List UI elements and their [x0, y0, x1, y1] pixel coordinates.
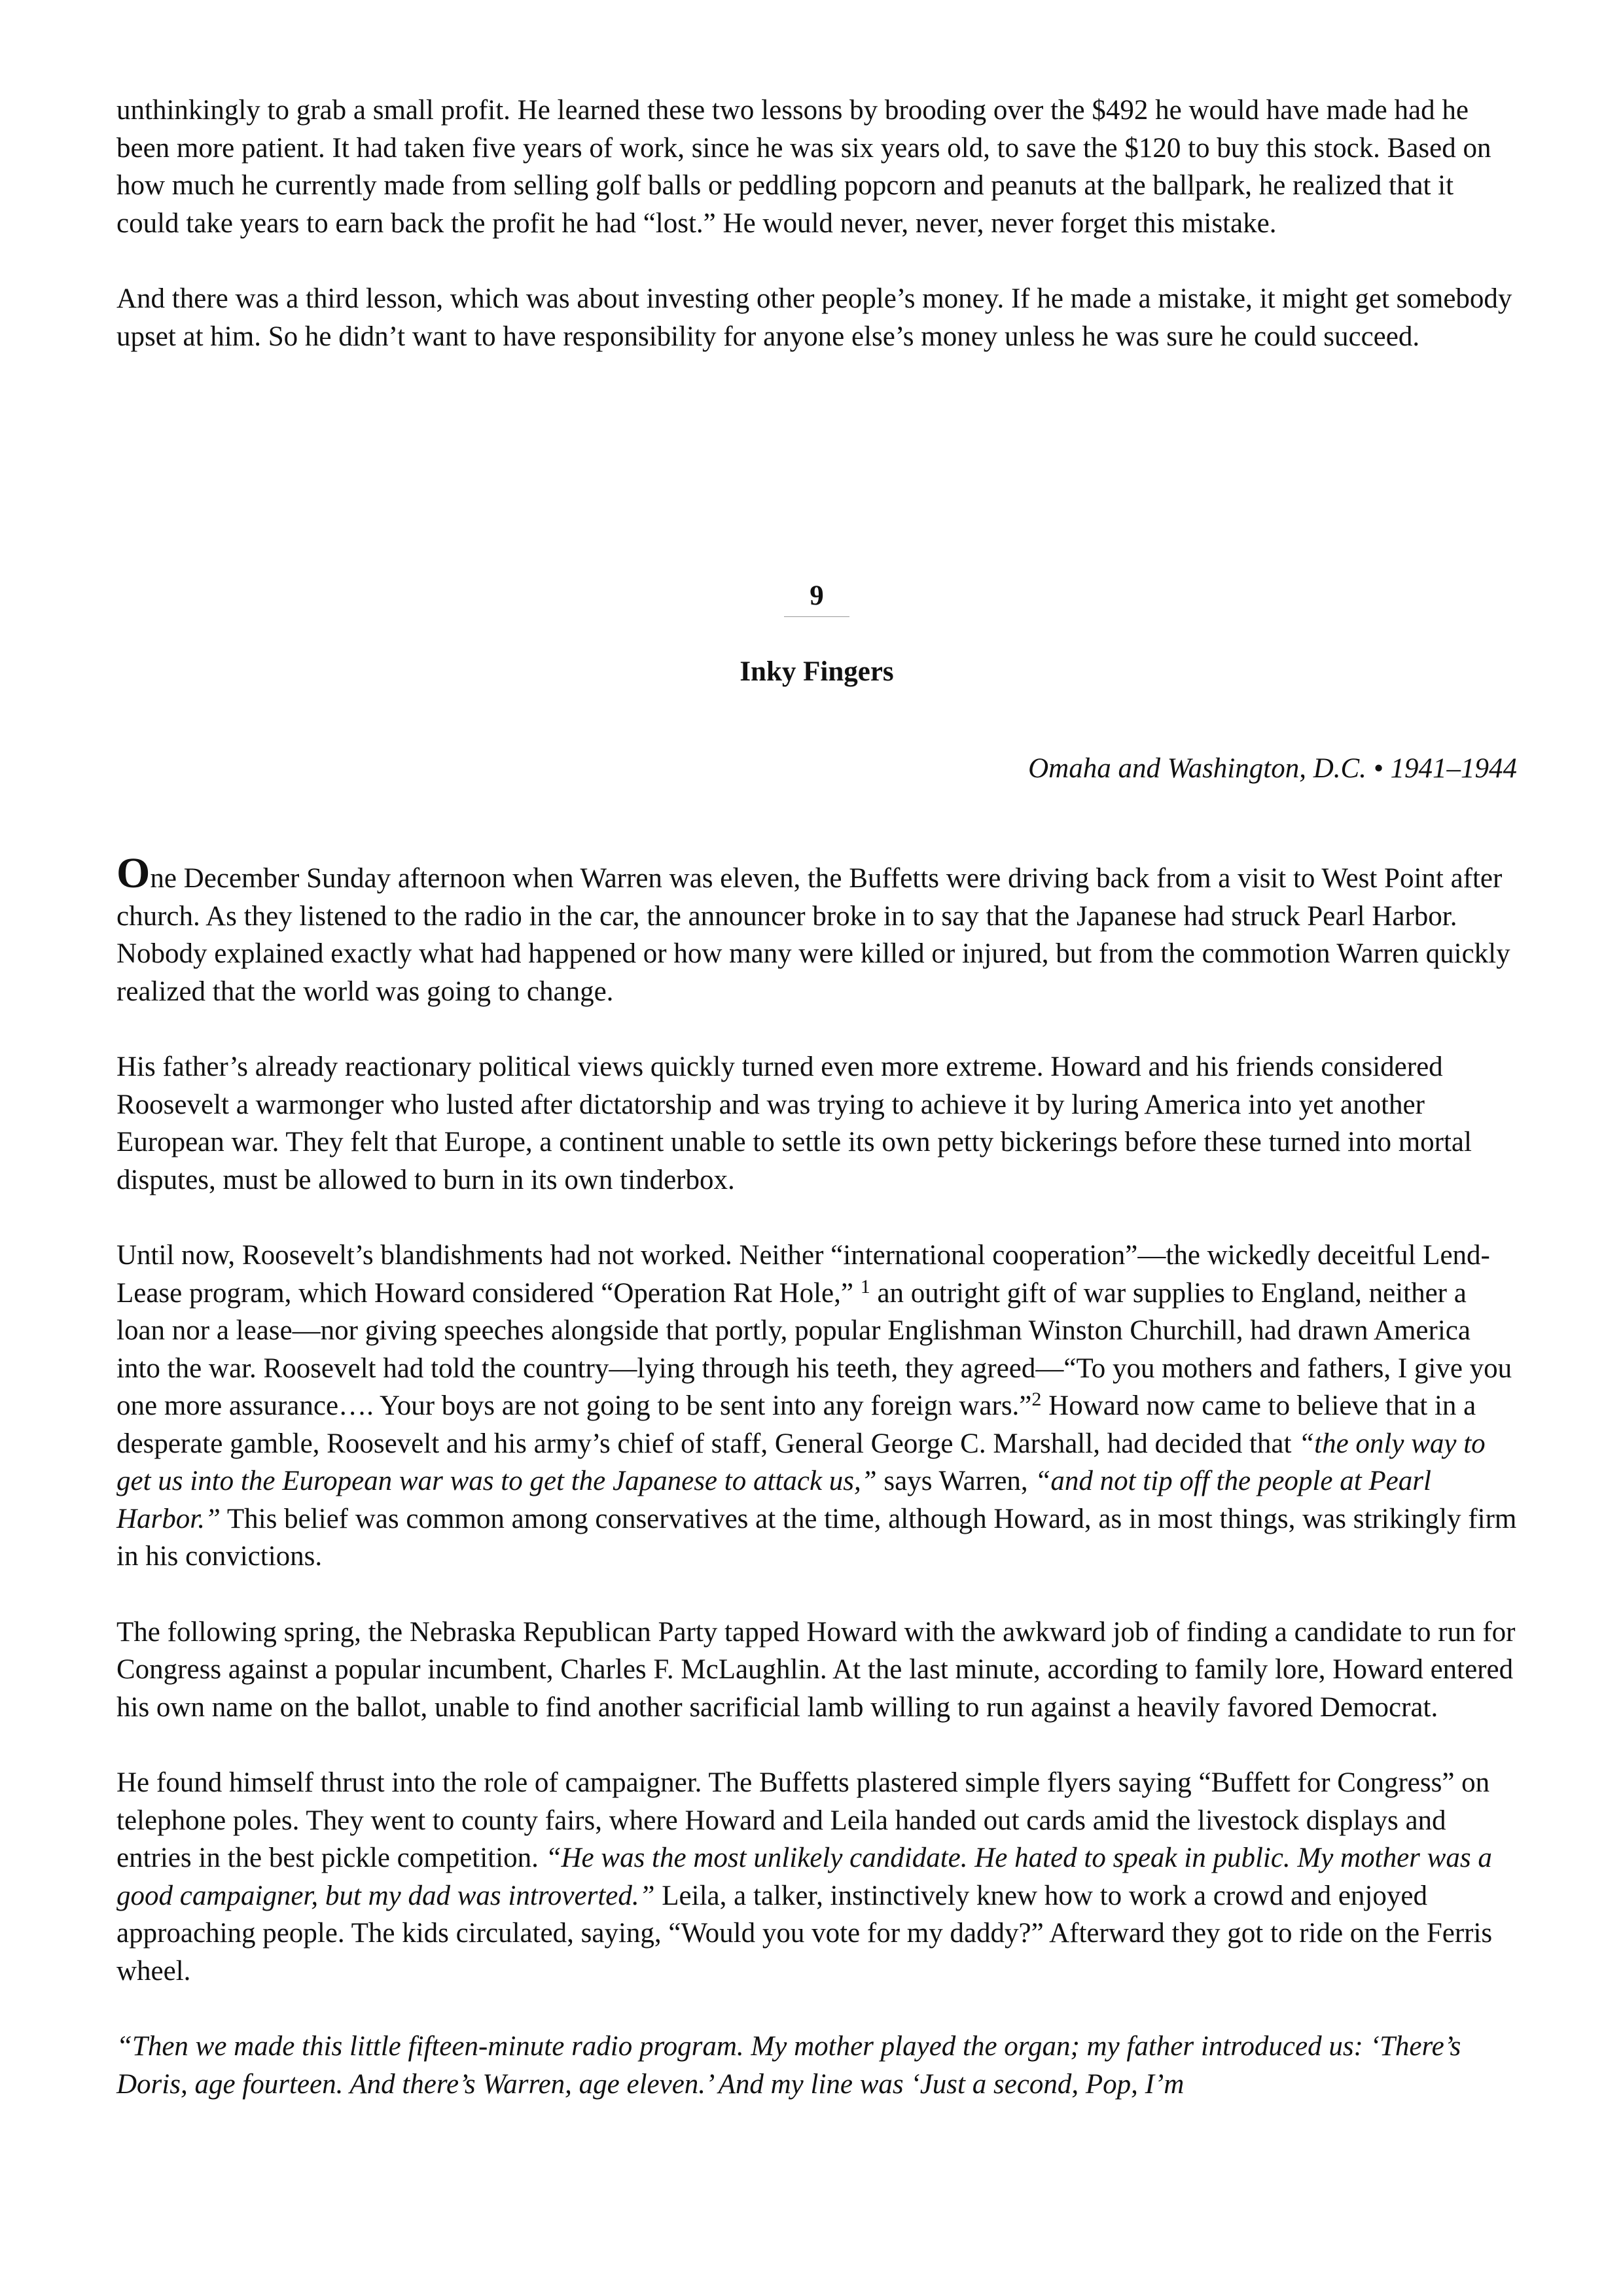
body-paragraph-2: His father’s already reactionary political views quickly turned even more extreme. Howard and his friends considered Roosevelt a warmonger who lusted after dictatorship and was trying to achieve it by luring America into yet another European war. They felt that Europe, a continent unable to settle its own petty bickerings before these turned into mortal disputes, must be allowed to burn in its own tinderbox. — [116, 1051, 1472, 1195]
body-paragraph-3-part-c: Howard now came to believe that in a desperate gamble, Roosevelt and his army’s chief of staff, General George C. Marshall, had decided that — [116, 1390, 1476, 1459]
chapter-number-rule — [784, 616, 849, 617]
warren-quote-3: “He was the most unlikely candidate. He hated to speak in public. My mother was a good campaigner, but my dad was introverted.” — [116, 1843, 1492, 1911]
warren-quote-4: “Then we made this little fifteen-minute radio program. My mother played the organ; my father introduced us: ‘There’s Doris, age fourteen. And there’s Warren, age eleven.’ And my line was ‘Just a second, Pop, I’m — [116, 2031, 1461, 2100]
chapter-body — [116, 849, 1517, 2103]
warren-quote-1: “the only way to get us into the European war was to get the Japanese to attack us,” — [116, 1428, 1486, 1496]
body-paragraph-5-part-b: Leila, a talker, instinctively knew how to work a crowd and enjoyed approaching people. The kids circulated, saying, “Would you vote for my daddy?” Afterward they got to ride on the Ferris wheel. — [116, 1880, 1493, 1987]
book-page — [116, 92, 1517, 2100]
body-paragraph-3 — [116, 1237, 1517, 1576]
footnote-ref-2[interactable]: 2 — [1031, 1388, 1042, 1410]
body-paragraph-1-text: ne December Sunday afternoon when Warren was eleven, the Buffetts were driving back from a visit to West Point after church. As they listened to the radio in the car, the announcer broke in to say that the Japanese had struck Pearl Harbor. Nobody explained exactly what had happened or how many were killed or injured, but from the commotion Warren quickly realized that the world was going to change. — [116, 863, 1510, 1007]
body-paragraph-3-part-a: Until now, Roosevelt’s blandishments had not worked. Neither “international cooperation”—the wickedly deceitful Lend-Lease program, which Howard considered “Operation Rat Hole,” — [116, 1240, 1490, 1309]
body-paragraph-1 — [116, 849, 1517, 1010]
intro-paragraph-2: And there was a third lesson, which was about investing other people’s money. If he made a mistake, it might get somebody upset at him. So he didn’t want to have responsibility for anyone else’s money unless he was sure he could succeed. — [116, 283, 1512, 352]
footnote-ref-1[interactable]: 1 — [860, 1275, 870, 1298]
body-paragraph-5-part-a: He found himself thrust into the role of campaigner. The Buffetts plastered simple flyers saying “Buffett for Congress” on telephone poles. They went to county fairs, where Howard and Leila handed out cards amid the livestock displays and entries in the best pickle competition. — [116, 1767, 1490, 1873]
chapter-subtitle: Omaha and Washington, D.C. • 1941–1944 — [1028, 753, 1517, 784]
body-paragraph-5 — [116, 1764, 1517, 1990]
body-paragraph-4: The following spring, the Nebraska Republican Party tapped Howard with the awkward job of finding a candidate to run for Congress against a popular incumbent, Charles F. McLaughlin. At the last minute, according to family lore, Howard entered his own name on the ballot, unable to find another sacrificial lamb willing to run against a heavily favored Democrat. — [116, 1616, 1516, 1723]
drop-cap: O — [116, 849, 151, 897]
intro-paragraph-1: unthinkingly to grab a small profit. He learned these two lessons by brooding over the $492 he would have made had he been more patient. It had taken five years of work, since he was six years old, to save the $120 to buy this stock. Based on how much he currently made from selling golf balls or peddling popcorn and peanuts at the ballpark, he realized that it could take years to earn back the profit he had “lost.” He would never, never, never forget this mistake. — [116, 95, 1491, 239]
body-paragraph-6 — [116, 2028, 1517, 2103]
chapter-number: 9 — [810, 580, 824, 611]
body-paragraph-3-part-e: This belief was common among conservatives at the time, although Howard, as in most things, was strikingly firm in his convictions. — [116, 1503, 1517, 1572]
body-paragraph-3-part-d: says Warren, — [876, 1466, 1035, 1496]
body-paragraph-3-part-b: an outright gift of war supplies to England, neither a loan nor a lease—nor giving speeches alongside that portly, popular Englishman Winston Churchill, had drawn America into the war. Roosevelt had told the country—lying through his teeth, they agreed—“To you mothers and fathers, I give you one more assurance…. Your boys are not going to be sent into any foreign wars.” — [116, 1277, 1512, 1421]
chapter-title: Inky Fingers — [740, 656, 894, 687]
warren-quote-2: “and not tip off the people at Pearl Harbor.” — [116, 1466, 1431, 1534]
